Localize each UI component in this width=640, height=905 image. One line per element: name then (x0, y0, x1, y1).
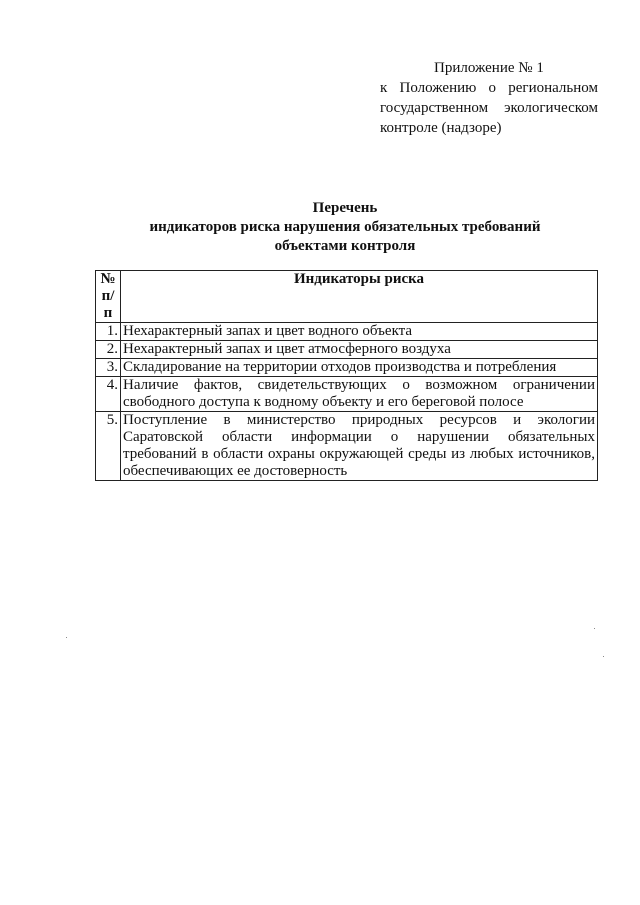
table-row (96, 412, 598, 481)
column-header-number-line2: п/п (101, 288, 115, 321)
row-number: 5. (96, 412, 121, 481)
row-number: 4. (96, 377, 121, 412)
table-row (96, 359, 598, 377)
document-title (0, 199, 640, 256)
column-header-indicator: Индикаторы риска (121, 271, 598, 323)
row-indicator-text: Поступление в министерство природных ресурсов и экологии Саратовской области информации о нарушении обязательных требований в области охраны окружающей среды из любых источников, обеспечивающих ее достоверность (121, 412, 598, 481)
row-number: 2. (96, 341, 121, 359)
appendix-block (380, 58, 598, 138)
row-number: 3. (96, 359, 121, 377)
title-line-1: Перечень (312, 200, 378, 216)
table-row (96, 341, 598, 359)
row-number: 1. (96, 323, 121, 341)
row-indicator-text: Нехарактерный запах и цвет водного объекта (121, 323, 598, 341)
title-line-2: индикаторов риска нарушения обязательных требований (149, 219, 541, 235)
appendix-reference: к Положению о региональном государственном экологическом контроле (надзоре) (380, 80, 598, 136)
column-header-number (96, 271, 121, 323)
table-row (96, 323, 598, 341)
row-indicator-text: Складирование на территории отходов производства и потребления (121, 359, 598, 377)
table-header-row (96, 271, 598, 323)
risk-indicators-table (95, 270, 598, 481)
column-header-number-line1: № (100, 271, 116, 287)
row-indicator-text: Наличие фактов, свидетельствующих о возможном ограничении свободного доступа к водному объекту и его береговой полосе (121, 377, 598, 412)
title-line-3: объектами контроля (274, 238, 416, 254)
appendix-number: Приложение № 1 (434, 60, 544, 76)
table-row (96, 377, 598, 412)
row-indicator-text: Нехарактерный запах и цвет атмосферного воздуха (121, 341, 598, 359)
